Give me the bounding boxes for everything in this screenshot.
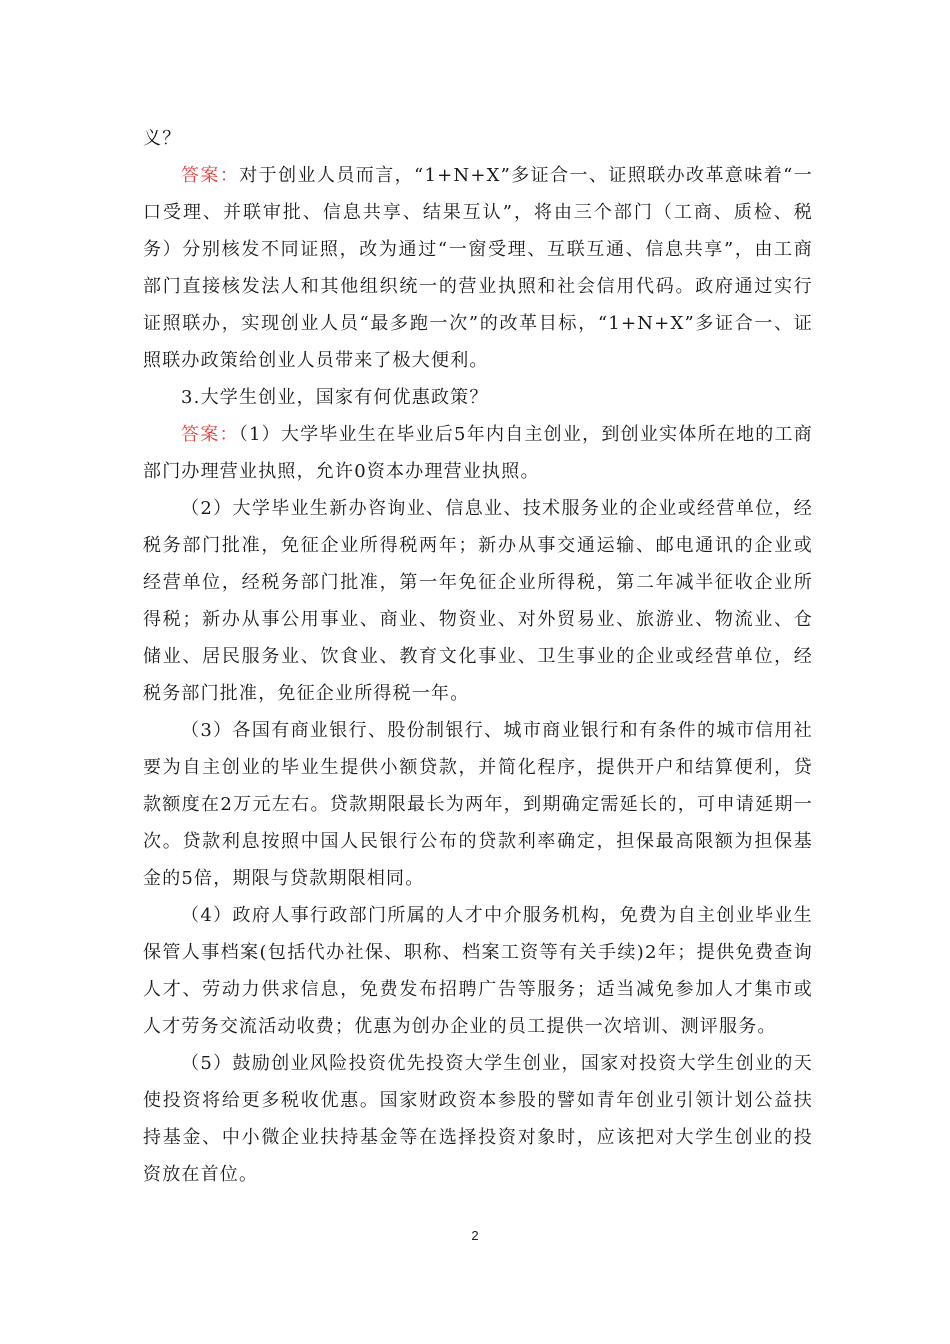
answer-paragraph-q3-5 — [143, 1045, 813, 1193]
answer-label: 答案： — [181, 424, 239, 445]
question-heading-3 — [143, 379, 813, 416]
answer-text-q3-1: （1）大学毕业生在毕业后5年内自主创业，到创业实体所在地的工商部门办理营业执照，允许0资本办理营业执照。 — [143, 424, 813, 482]
answer-paragraph-q3-4 — [143, 897, 813, 1045]
answer-text-q3-5: （5）鼓励创业风险投资优先投资大学生创业，国家对投资大学生创业的天使投资将给更多税收优惠。国家财政资本参股的譬如青年创业引领计划公益扶持基金、中小微企业扶持基金等在选择投资对象时，应该把对大学生创业的投资放在首位。 — [143, 1053, 813, 1185]
document-body — [143, 120, 813, 1193]
question-heading-3-text: 3.大学生创业，国家有何优惠政策？ — [181, 387, 489, 408]
answer-text-q2: 对于创业人员而言，“1+N+X”多证合一、证照联办改革意味着“一口受理、并联审批、信息共享、结果互认”，将由三个部门（工商、质检、税务）分别核发不同证照，改为通过“一窗受理、互联互通、信息共享”，由工商部门直接核发法人和其他组织统一的营业执照和社会信用代码。政府通过实行证照联办，实现创业人员“最多跑一次”的改革目标，“1+N+X”多证合一、证照联办政策给创业人员带来了极大便利。 — [143, 165, 813, 371]
question-continuation-text: 义？ — [143, 128, 182, 149]
answer-label: 答案： — [181, 165, 240, 186]
page-number: 2 — [471, 1228, 479, 1243]
answer-paragraph-q3-3 — [143, 712, 813, 897]
answer-text-q3-3: （3）各国有商业银行、股份制银行、城市商业银行和有条件的城市信用社要为自主创业的毕业生提供小额贷款，并简化程序，提供开户和结算便利，贷款额度在2万元左右。贷款期限最长为两年，到期确定需延长的，可申请延期一次。贷款利息按照中国人民银行公布的贷款利率确定，担保最高限额为担保基金的5倍，期限与贷款期限相同。 — [143, 720, 813, 889]
answer-text-q3-4: （4）政府人事行政部门所属的人才中介服务机构，免费为自主创业毕业生保管人事档案(包括代办社保、职称、档案工资等有关手续)2年；提供免费查询人才、劳动力供求信息，免费发布招聘广告等服务；适当减免参加人才集市或人才劳务交流活动收费；优惠为创办企业的员工提供一次培训、测评服务。 — [143, 905, 813, 1037]
answer-paragraph-q3-2 — [143, 490, 813, 712]
answer-paragraph-q3-1 — [143, 416, 813, 490]
question-continuation — [143, 120, 813, 157]
answer-text-q3-2: （2）大学毕业生新办咨询业、信息业、技术服务业的企业或经营单位，经税务部门批准，免征企业所得税两年；新办从事交通运输、邮电通讯的企业或经营单位，经税务部门批准，第一年免征企业所得税，第二年减半征收企业所得税；新办从事公用事业、商业、物资业、对外贸易业、旅游业、物流业、仓储业、居民服务业、饮食业、教育文化事业、卫生事业的企业或经营单位，经税务部门批准，免征企业所得税一年。 — [143, 498, 813, 704]
answer-paragraph-q2 — [143, 157, 813, 379]
